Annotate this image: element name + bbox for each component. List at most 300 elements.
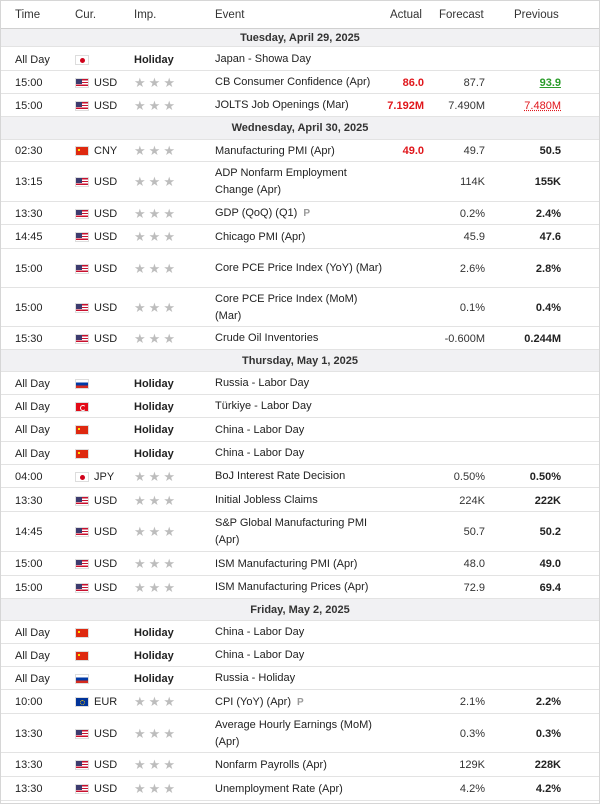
actual-value: [383, 576, 424, 599]
importance-stars: [134, 94, 204, 117]
event-time: All Day: [15, 377, 50, 390]
star-icon: ★: [148, 781, 161, 796]
flag-us-icon: [75, 760, 89, 770]
flag-cell: [75, 552, 91, 576]
actual-value: [383, 162, 424, 202]
event-name[interactable]: [215, 94, 385, 117]
forecast-value: 224K: [459, 494, 485, 507]
star-icon: ★: [134, 725, 146, 741]
previous-value-text: 155K: [534, 176, 561, 188]
flag-cell: [75, 140, 91, 162]
header-previous[interactable]: Previous: [514, 9, 559, 21]
forecast-value: 114K: [460, 176, 485, 188]
table-row[interactable]: [1, 690, 599, 714]
flag-us-icon: [75, 583, 89, 593]
event-name[interactable]: [215, 442, 385, 465]
event-name-text[interactable]: Unemployment Rate (Apr): [215, 782, 343, 795]
forecast-value: 49.7: [463, 145, 485, 157]
flag-cell: [75, 777, 91, 801]
flag-us-icon: [75, 496, 89, 506]
previous-value: [487, 48, 561, 71]
forecast-value: [421, 418, 485, 442]
star-icon: ★: [163, 143, 175, 158]
previous-value: [487, 94, 561, 117]
star-icon: ★: [134, 781, 146, 796]
table-header: [1, 1, 599, 29]
header-currency[interactable]: Cur.: [75, 9, 97, 21]
event-name-text[interactable]: BoJ Interest Rate Decision: [215, 470, 346, 482]
star-icon: ★: [148, 143, 161, 158]
star-icon: ★: [148, 468, 161, 484]
flag-cell: [75, 690, 91, 714]
event-time: 13:30: [15, 207, 43, 220]
forecast-value: [421, 644, 485, 667]
star-icon: ★: [134, 74, 146, 90]
preliminary-badge: P: [303, 208, 310, 219]
event-currency: USD: [94, 76, 118, 89]
event-currency: USD: [94, 558, 118, 570]
flag-cell: [75, 512, 91, 552]
preliminary-badge: P: [297, 696, 304, 708]
actual-value: 7.192M: [387, 99, 424, 112]
event-currency: USD: [94, 526, 118, 538]
star-icon: ★: [148, 330, 161, 346]
star-icon: ★: [134, 299, 146, 315]
event-name-text[interactable]: ADP Nonfarm Employment Change (Apr): [215, 167, 347, 196]
flag-us-icon: [75, 729, 89, 739]
flag-us-icon: [75, 784, 89, 794]
table-row[interactable]: [1, 753, 599, 777]
actual-value: [383, 372, 424, 395]
previous-value: [487, 249, 561, 288]
star-icon: ★: [148, 492, 161, 508]
previous-value-text: 0.50%: [529, 470, 561, 483]
star-icon: ★: [163, 299, 175, 315]
table-row[interactable]: [1, 621, 599, 644]
importance-stars: [134, 465, 204, 488]
flag-cell: [75, 327, 91, 350]
table-row[interactable]: [1, 576, 599, 599]
event-time: 15:00: [15, 558, 43, 570]
event-name[interactable]: [215, 372, 385, 395]
event-time: All Day: [15, 53, 50, 66]
event-time: 15:00: [15, 301, 43, 314]
event-name-text[interactable]: CB Consumer Confidence (Apr): [215, 76, 371, 88]
forecast-value: 129K: [459, 759, 485, 771]
previous-value: [487, 690, 561, 714]
star-icon: ★: [163, 725, 175, 741]
previous-value-text: 69.4: [539, 581, 561, 594]
table-row[interactable]: [1, 395, 599, 418]
previous-value: [487, 621, 561, 644]
star-icon: ★: [163, 205, 175, 221]
previous-value: [487, 442, 561, 465]
flag-ru-icon: [75, 674, 89, 684]
flag-cn-icon: [75, 425, 89, 435]
event-currency: [94, 644, 130, 667]
previous-value-text: 47.6: [539, 231, 561, 243]
event-time: 13:15: [15, 176, 43, 188]
previous-value: [487, 714, 561, 753]
star-icon: ★: [134, 492, 146, 508]
event-name[interactable]: [215, 512, 385, 552]
flag-cell: [75, 442, 91, 465]
header-actual[interactable]: Actual: [390, 9, 422, 21]
importance-stars: [134, 249, 204, 288]
event-name-text[interactable]: China - Labor Day: [215, 423, 305, 436]
flag-cn-icon: [75, 146, 89, 156]
previous-value-text: 50.2: [539, 526, 561, 538]
event-currency: USD: [94, 332, 118, 345]
flag-cn-icon: [75, 651, 89, 661]
event-name-text[interactable]: Core PCE Price Index (YoY) (Mar): [215, 262, 383, 274]
previous-value-text: 49.0: [539, 558, 561, 570]
holiday-label: Holiday: [134, 447, 174, 460]
table-row[interactable]: [1, 71, 599, 94]
flag-us-icon: [75, 334, 89, 344]
previous-value-text: 50.5: [539, 145, 561, 157]
event-name-text[interactable]: Russia - Labor Day: [215, 377, 310, 389]
table-row[interactable]: [1, 162, 599, 202]
event-time: 15:00: [15, 76, 43, 89]
event-name[interactable]: [215, 690, 385, 714]
importance-stars: [134, 489, 204, 512]
star-icon: ★: [134, 174, 146, 189]
forecast-value: 0.3%: [459, 727, 485, 740]
date-separator: Tuesday, April 29, 2025: [1, 29, 599, 47]
event-time: 13:30: [15, 727, 43, 740]
event-time: 14:45: [15, 231, 43, 243]
table-row[interactable]: [1, 714, 599, 753]
event-currency: USD: [94, 231, 118, 243]
forecast-value: 72.9: [463, 581, 485, 594]
actual-value: [383, 288, 424, 327]
table-row[interactable]: [1, 249, 599, 288]
event-currency: USD: [94, 759, 118, 771]
header-forecast[interactable]: Forecast: [439, 9, 484, 21]
table-row[interactable]: [1, 667, 599, 690]
star-icon: ★: [163, 579, 175, 595]
event-currency: [94, 621, 130, 644]
actual-value: [383, 552, 424, 576]
star-icon: ★: [163, 781, 175, 796]
flag-cell: [75, 395, 91, 418]
flag-us-icon: [75, 264, 89, 274]
event-name[interactable]: [215, 395, 385, 418]
forecast-value: 7.490M: [448, 99, 485, 112]
actual-value: [383, 690, 424, 714]
event-name[interactable]: [215, 288, 385, 327]
star-icon: ★: [163, 468, 175, 484]
event-time: 14:45: [15, 526, 43, 538]
holiday-label: Holiday: [134, 400, 174, 413]
table-row[interactable]: [1, 202, 599, 225]
table-row[interactable]: [1, 372, 599, 395]
previous-value-text: 2.4%: [535, 207, 561, 220]
event-name[interactable]: [215, 489, 385, 512]
table-row[interactable]: [1, 225, 599, 249]
event-name[interactable]: [215, 140, 385, 162]
flag-tr-icon: [75, 402, 89, 412]
event-time: 10:00: [15, 696, 43, 708]
event-name[interactable]: [215, 162, 385, 202]
event-name[interactable]: [215, 667, 385, 690]
event-name-text[interactable]: S&P Global Manufacturing PMI (Apr): [215, 517, 368, 546]
event-name[interactable]: [215, 552, 385, 576]
flag-cell: [75, 418, 91, 442]
event-name-text[interactable]: Average Hourly Earnings (MoM) (Apr): [215, 718, 372, 748]
header-event[interactable]: Event: [215, 9, 245, 21]
table-row[interactable]: [1, 644, 599, 667]
star-icon: ★: [163, 492, 175, 508]
star-icon: ★: [134, 468, 146, 484]
event-name[interactable]: [215, 418, 385, 442]
previous-value: [487, 327, 561, 350]
table-row[interactable]: [1, 418, 599, 442]
event-currency: USD: [94, 494, 118, 507]
table-row[interactable]: [1, 442, 599, 465]
event-name-text[interactable]: JOLTS Job Openings (Mar): [215, 99, 349, 111]
flag-cell: [75, 162, 91, 202]
previous-value: [487, 512, 561, 552]
event-name-text[interactable]: Chicago PMI (Apr): [215, 230, 306, 243]
star-icon: ★: [148, 694, 161, 709]
flag-eu-icon: [75, 697, 89, 707]
event-name[interactable]: [215, 644, 385, 667]
table-row[interactable]: [1, 489, 599, 512]
importance-stars: [134, 753, 204, 777]
actual-value: [383, 395, 424, 418]
actual-value: [383, 442, 424, 465]
star-icon: ★: [163, 694, 175, 709]
event-name[interactable]: [215, 465, 385, 488]
header-time[interactable]: Time: [15, 9, 41, 21]
forecast-value: 2.1%: [459, 696, 485, 708]
event-name-text[interactable]: Crude Oil Inventories: [215, 332, 319, 344]
importance-stars: [134, 690, 204, 714]
flag-us-icon: [75, 78, 89, 88]
previous-value: [487, 576, 561, 599]
event-name[interactable]: [215, 225, 385, 249]
event-name-text[interactable]: ISM Manufacturing PMI (Apr): [215, 557, 358, 570]
star-icon: ★: [134, 694, 146, 709]
actual-value: [383, 249, 424, 288]
importance-stars: [134, 552, 204, 576]
event-currency: USD: [94, 176, 118, 188]
event-name-text[interactable]: ISM Manufacturing Prices (Apr): [215, 581, 369, 593]
event-name-text[interactable]: Japan - Showa Day: [215, 53, 311, 65]
holiday-label: Holiday: [134, 626, 174, 639]
event-name[interactable]: [215, 327, 385, 350]
flag-cell: [75, 465, 91, 488]
importance-stars: [134, 71, 204, 94]
event-name[interactable]: [215, 714, 385, 753]
previous-value-text: 0.4%: [535, 301, 561, 314]
event-time: All Day: [15, 447, 50, 460]
flag-cell: [75, 225, 91, 249]
event-time: All Day: [15, 400, 50, 413]
star-icon: ★: [148, 97, 161, 113]
forecast-value: [421, 621, 485, 644]
previous-value: [487, 202, 561, 225]
importance-stars: [134, 140, 204, 162]
flag-us-icon: [75, 527, 89, 537]
event-time: All Day: [15, 649, 50, 662]
actual-value: [383, 418, 424, 442]
flag-ru-icon: [75, 379, 89, 389]
table-row[interactable]: [1, 140, 599, 162]
actual-value: [383, 621, 424, 644]
previous-value: [487, 140, 561, 162]
star-icon: ★: [134, 229, 146, 244]
event-name[interactable]: [215, 753, 385, 777]
table-row[interactable]: [1, 465, 599, 488]
event-time: All Day: [15, 626, 50, 639]
event-time: All Day: [15, 424, 50, 436]
flag-us-icon: [75, 559, 89, 569]
event-time: 15:00: [15, 99, 43, 112]
table-row[interactable]: [1, 327, 599, 350]
flag-cell: [75, 94, 91, 117]
previous-value-text: 2.8%: [535, 262, 561, 275]
table-row[interactable]: [1, 777, 599, 801]
star-icon: ★: [134, 556, 146, 571]
star-icon: ★: [134, 260, 146, 276]
table-row[interactable]: [1, 552, 599, 576]
star-icon: ★: [134, 205, 146, 221]
event-time: 02:30: [15, 145, 43, 157]
date-separator: Friday, May 2, 2025: [1, 599, 599, 621]
table-row[interactable]: [1, 512, 599, 552]
table-row[interactable]: [1, 48, 599, 71]
flag-cell: [75, 71, 91, 94]
table-row[interactable]: [1, 288, 599, 327]
flag-cell: [75, 753, 91, 777]
actual-value: 49.0: [402, 145, 424, 157]
importance-stars: [134, 288, 204, 327]
event-name-text[interactable]: Nonfarm Payrolls (Apr): [215, 758, 327, 771]
star-icon: ★: [134, 143, 146, 158]
star-icon: ★: [163, 74, 175, 90]
event-name-text[interactable]: CPI (YoY) (Apr): [215, 695, 292, 708]
event-name[interactable]: [215, 777, 385, 801]
flag-cn-icon: [75, 628, 89, 638]
event-currency: JPY: [94, 470, 115, 483]
event-name-text[interactable]: Core PCE Price Index (MoM) (Mar): [215, 292, 358, 322]
forecast-value: [421, 667, 485, 690]
star-icon: ★: [163, 229, 175, 244]
star-icon: ★: [148, 205, 161, 221]
previous-value-text: 0.3%: [535, 727, 561, 740]
actual-value: [383, 489, 424, 512]
event-name-text[interactable]: China - Labor Day: [215, 626, 305, 638]
importance-stars: [134, 576, 204, 599]
importance-stars: [134, 327, 204, 350]
actual-value: [383, 667, 424, 690]
event-time: 04:00: [15, 470, 43, 483]
star-icon: ★: [134, 330, 146, 346]
flag-jp-icon: [75, 472, 89, 482]
event-name-text[interactable]: Russia - Holiday: [215, 672, 296, 684]
importance-stars: [134, 714, 204, 753]
forecast-value: 48.0: [463, 558, 485, 570]
event-name-text[interactable]: GDP (QoQ) (Q1): [215, 207, 298, 219]
importance-stars: [134, 202, 204, 225]
event-time: 13:30: [15, 759, 43, 771]
event-name-text[interactable]: Initial Jobless Claims: [215, 494, 318, 506]
previous-value-text: 93.9: [539, 76, 561, 89]
event-currency: USD: [94, 727, 118, 740]
importance-stars: [134, 162, 204, 202]
event-currency: [94, 372, 130, 395]
star-icon: ★: [148, 74, 161, 90]
importance-stars: [134, 512, 204, 552]
header-importance[interactable]: Imp.: [134, 9, 157, 21]
flag-cell: [75, 202, 91, 225]
forecast-value: 0.2%: [459, 207, 485, 220]
flag-cell: [75, 644, 91, 667]
star-icon: ★: [163, 556, 175, 571]
event-name-text[interactable]: Türkiye - Labor Day: [215, 400, 312, 412]
star-icon: ★: [148, 299, 161, 315]
event-name[interactable]: [215, 48, 385, 71]
actual-value: [383, 48, 424, 71]
event-currency: USD: [94, 783, 118, 795]
event-name-text[interactable]: Manufacturing PMI (Apr): [215, 144, 335, 157]
event-time: All Day: [15, 672, 50, 685]
event-currency: USD: [94, 262, 118, 275]
actual-value: 86.0: [402, 76, 424, 89]
forecast-value: [421, 442, 485, 465]
previous-value-text: 7.480M: [524, 99, 561, 112]
event-currency: CNY: [94, 145, 118, 157]
flag-us-icon: [75, 101, 89, 111]
actual-value: [383, 714, 424, 753]
event-name[interactable]: [215, 202, 385, 225]
event-name-text[interactable]: China - Labor Day: [215, 447, 305, 459]
event-name[interactable]: [215, 249, 385, 288]
star-icon: ★: [163, 260, 175, 276]
previous-value: [487, 644, 561, 667]
date-separator: Thursday, May 1, 2025: [1, 350, 599, 372]
flag-us-icon: [75, 232, 89, 242]
event-currency: USD: [94, 301, 118, 314]
date-separator: Wednesday, April 30, 2025: [1, 117, 599, 140]
star-icon: ★: [163, 757, 175, 772]
star-icon: ★: [148, 757, 161, 772]
event-name-text[interactable]: China - Labor Day: [215, 649, 305, 661]
flag-cell: [75, 667, 91, 690]
event-currency: [94, 667, 130, 690]
actual-value: [383, 202, 424, 225]
event-name[interactable]: [215, 576, 385, 599]
star-icon: ★: [134, 757, 146, 772]
table-row[interactable]: [1, 94, 599, 117]
event-currency: [94, 48, 130, 71]
holiday-label: Holiday: [134, 649, 174, 662]
event-time: 15:30: [15, 332, 43, 345]
flag-cell: [75, 48, 91, 71]
actual-value: [383, 225, 424, 249]
previous-value: [487, 162, 561, 202]
forecast-value: 0.1%: [459, 301, 485, 314]
forecast-value: 50.7: [463, 526, 485, 538]
star-icon: ★: [163, 174, 175, 189]
event-name[interactable]: [215, 71, 385, 94]
event-name[interactable]: [215, 621, 385, 644]
star-icon: ★: [163, 524, 175, 539]
star-icon: ★: [148, 524, 161, 539]
